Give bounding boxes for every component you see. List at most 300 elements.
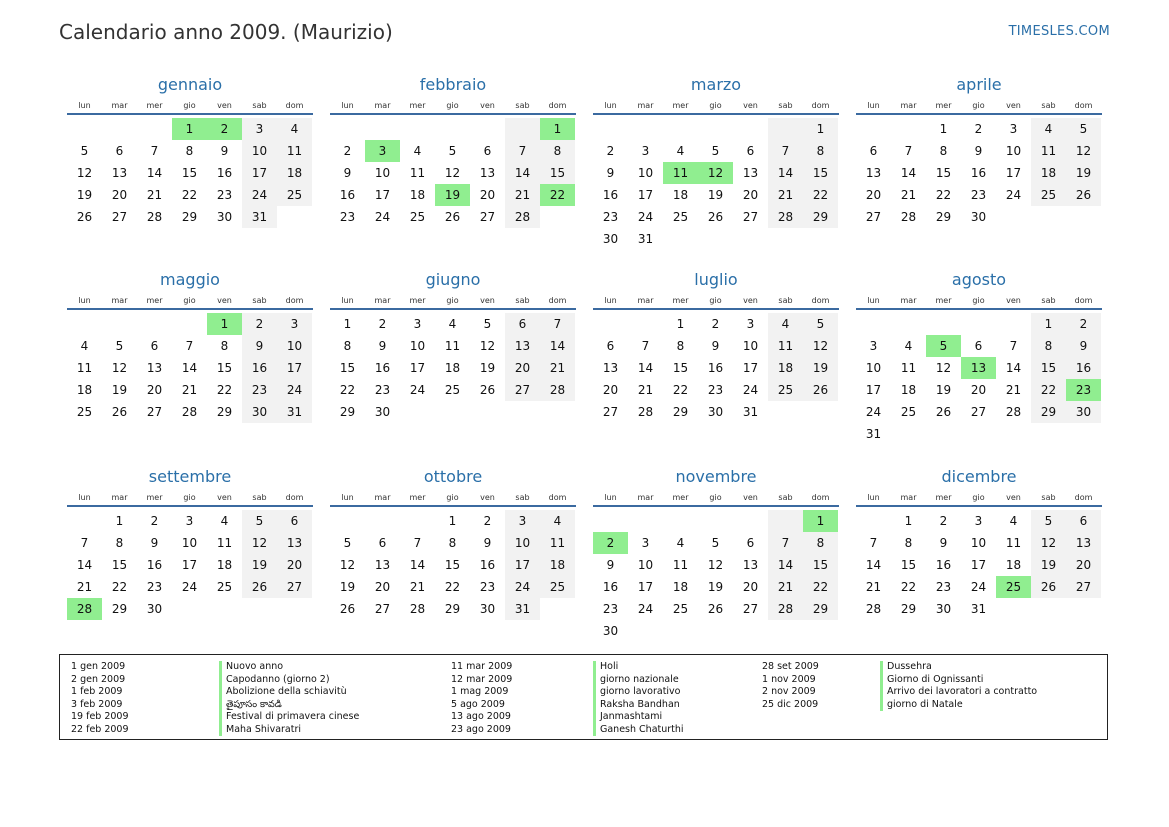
day-cell: 24 <box>181 580 198 594</box>
empty-cell <box>996 598 1031 620</box>
day-cell: 10 <box>409 339 426 353</box>
weekday-label: mer <box>935 101 952 110</box>
day-cell: 21 <box>865 580 882 594</box>
day-cell: 12 <box>1031 532 1066 554</box>
day-cell: 29 <box>216 405 233 419</box>
day-cell: 8 <box>904 536 913 550</box>
day-cell: 26 <box>76 210 93 224</box>
day-cell: 10 <box>242 140 277 162</box>
day-cell: 17 <box>1005 166 1022 180</box>
empty-cell <box>277 598 312 620</box>
empty-cell <box>768 118 803 140</box>
weekday-label: mar <box>111 493 128 502</box>
day-cell: 25 <box>444 383 461 397</box>
day-cell: 28 <box>1005 405 1022 419</box>
day-cell: 23 <box>1066 379 1101 401</box>
holiday-legend <box>59 654 1108 740</box>
weekday-label: gio <box>709 493 722 502</box>
empty-cell <box>593 313 628 335</box>
day-cell: 4 <box>220 514 229 528</box>
day-cell: 18 <box>900 383 917 397</box>
holiday-name: giorno nazionale <box>593 674 679 687</box>
day-cell: 13 <box>505 335 540 357</box>
day-cell: 6 <box>483 144 492 158</box>
weekday-label: mer <box>672 296 689 305</box>
day-cell: 31 <box>242 206 277 228</box>
weekday-header <box>856 294 1102 310</box>
day-cell: 10 <box>970 536 987 550</box>
day-cell: 24 <box>970 580 987 594</box>
holiday-name: Giorno di Ognissanti <box>880 674 983 687</box>
day-cell: 15 <box>216 361 233 375</box>
day-cell: 10 <box>637 166 654 180</box>
day-cell: 23 <box>479 580 496 594</box>
day-cell: 6 <box>115 144 124 158</box>
day-cell: 4 <box>277 118 312 140</box>
weekday-label: sab <box>778 101 793 110</box>
day-cell: 18 <box>672 188 689 202</box>
day-cell: 1 <box>939 122 948 136</box>
weekday-label: lun <box>867 493 880 502</box>
day-cell: 20 <box>1066 554 1101 576</box>
empty-cell <box>698 118 733 140</box>
holiday-date: 2 nov 2009 <box>762 686 816 697</box>
day-cell: 12 <box>935 361 952 375</box>
empty-cell <box>628 510 663 532</box>
day-cell: 15 <box>181 166 198 180</box>
day-cell: 17 <box>505 554 540 576</box>
day-cell: 13 <box>374 558 391 572</box>
day-cell: 3 <box>641 144 650 158</box>
day-cell: 28 <box>768 598 803 620</box>
day-cell: 25 <box>1031 184 1066 206</box>
holiday-name: Abolizione della schiavitù <box>219 686 347 699</box>
weekday-label: ven <box>1006 296 1021 305</box>
day-cell: 24 <box>277 379 312 401</box>
day-cell: 5 <box>343 536 352 550</box>
day-cell: 9 <box>606 558 615 572</box>
day-cell: 16 <box>374 361 391 375</box>
empty-cell <box>1031 423 1066 445</box>
day-cell: 16 <box>707 361 724 375</box>
day-cell: 17 <box>637 580 654 594</box>
day-cell: 5 <box>242 510 277 532</box>
day-cell: 1 <box>115 514 124 528</box>
weekday-label: dom <box>548 493 567 502</box>
month-name: marzo <box>690 75 742 94</box>
day-cell: 22 <box>935 188 952 202</box>
day-cell: 12 <box>803 335 838 357</box>
day-cell: 6 <box>746 144 755 158</box>
day-cell: 15 <box>935 166 952 180</box>
day-cell: 14 <box>637 361 654 375</box>
weekday-label: sab <box>252 493 267 502</box>
day-cell: 30 <box>602 624 619 638</box>
day-cell: 11 <box>216 536 233 550</box>
empty-cell <box>435 118 470 140</box>
day-cell: 10 <box>277 335 312 357</box>
day-cell: 17 <box>409 361 426 375</box>
weekday-label: sab <box>778 296 793 305</box>
day-cell: 3 <box>1009 122 1018 136</box>
day-cell: 21 <box>409 580 426 594</box>
day-cell: 24 <box>409 383 426 397</box>
weekday-label: lun <box>604 493 617 502</box>
weekday-label: lun <box>867 296 880 305</box>
month-name: febbraio <box>419 75 487 94</box>
day-cell: 11 <box>444 339 461 353</box>
day-cell: 11 <box>1031 140 1066 162</box>
day-cell: 10 <box>374 166 391 180</box>
empty-cell <box>768 620 803 642</box>
weekday-label: ven <box>217 101 232 110</box>
day-cell: 18 <box>444 361 461 375</box>
day-cell: 7 <box>150 144 159 158</box>
day-cell: 26 <box>111 405 128 419</box>
day-cell: 10 <box>742 339 759 353</box>
weekday-header <box>330 294 576 310</box>
day-cell: 26 <box>707 602 724 616</box>
day-cell: 26 <box>707 210 724 224</box>
day-cell: 16 <box>242 357 277 379</box>
empty-cell <box>67 313 102 335</box>
day-cell: 8 <box>343 339 352 353</box>
day-cell: 22 <box>181 188 198 202</box>
day-cell: 5 <box>803 313 838 335</box>
day-cell: 19 <box>435 184 470 206</box>
day-cell: 3 <box>641 536 650 550</box>
month-febbraio <box>330 74 576 228</box>
day-cell: 13 <box>865 166 882 180</box>
day-cell: 18 <box>1031 162 1066 184</box>
day-cell: 25 <box>409 210 426 224</box>
weekday-label: gio <box>972 296 985 305</box>
weekday-label: mar <box>374 101 391 110</box>
day-cell: 14 <box>865 558 882 572</box>
empty-cell <box>698 228 733 250</box>
day-cell: 14 <box>146 166 163 180</box>
weekday-label: sab <box>515 493 530 502</box>
day-cell: 29 <box>111 602 128 616</box>
day-cell: 27 <box>865 210 882 224</box>
day-cell: 2 <box>711 317 720 331</box>
site-link[interactable]: TIMESLES.COM <box>1008 24 1110 39</box>
holiday-date: 1 nov 2009 <box>762 673 816 685</box>
day-cell: 9 <box>150 536 159 550</box>
day-cell: 11 <box>277 140 312 162</box>
day-grid <box>67 118 313 228</box>
day-cell: 9 <box>939 536 948 550</box>
day-cell: 11 <box>672 558 689 572</box>
day-cell: 12 <box>1066 140 1101 162</box>
weekday-label: sab <box>515 101 530 110</box>
empty-cell <box>996 313 1031 335</box>
empty-cell <box>540 598 575 620</box>
day-cell: 2 <box>242 313 277 335</box>
day-cell: 23 <box>339 210 356 224</box>
month-name: novembre <box>675 467 757 486</box>
empty-cell <box>698 620 733 642</box>
day-cell: 11 <box>663 162 698 184</box>
weekday-label: mer <box>935 493 952 502</box>
day-cell: 7 <box>869 536 878 550</box>
page-title: Calendario anno 2009. (Maurizio) <box>59 20 393 44</box>
day-cell: 21 <box>1005 383 1022 397</box>
day-cell: 30 <box>970 210 987 224</box>
day-cell: 17 <box>637 188 654 202</box>
day-cell: 20 <box>505 357 540 379</box>
day-cell: 13 <box>1066 532 1101 554</box>
day-cell: 28 <box>409 602 426 616</box>
day-cell: 4 <box>80 339 89 353</box>
day-cell: 26 <box>1066 184 1101 206</box>
weekday-header <box>856 99 1102 115</box>
day-cell: 3 <box>869 339 878 353</box>
day-cell: 18 <box>768 357 803 379</box>
empty-cell <box>768 228 803 250</box>
holiday-name: Janmashtami <box>593 711 662 724</box>
empty-cell <box>856 118 891 140</box>
empty-cell <box>330 118 365 140</box>
weekday-label: sab <box>1041 296 1056 305</box>
day-cell: 18 <box>216 558 233 572</box>
day-cell: 28 <box>146 210 163 224</box>
month-agosto <box>856 269 1102 445</box>
empty-cell <box>470 118 505 140</box>
day-cell: 25 <box>672 602 689 616</box>
day-cell: 1 <box>540 118 575 140</box>
day-cell: 12 <box>111 361 128 375</box>
day-cell: 6 <box>606 339 615 353</box>
day-cell: 14 <box>409 558 426 572</box>
day-cell: 12 <box>707 558 724 572</box>
weekday-label: gio <box>972 101 985 110</box>
day-cell: 17 <box>970 558 987 572</box>
day-cell: 23 <box>216 188 233 202</box>
empty-cell <box>628 620 663 642</box>
day-cell: 24 <box>374 210 391 224</box>
day-cell: 27 <box>602 405 619 419</box>
day-cell: 17 <box>277 357 312 379</box>
weekday-label: dom <box>811 493 830 502</box>
day-cell: 6 <box>746 536 755 550</box>
holiday-date: 11 mar 2009 <box>451 661 513 672</box>
day-cell: 22 <box>672 383 689 397</box>
day-cell: 29 <box>339 405 356 419</box>
day-cell: 23 <box>602 602 619 616</box>
day-cell: 9 <box>220 144 229 158</box>
day-cell: 24 <box>505 576 540 598</box>
day-cell: 28 <box>181 405 198 419</box>
day-cell: 24 <box>1005 188 1022 202</box>
holiday-name: Raksha Bandhan <box>593 699 680 712</box>
day-cell: 29 <box>1031 401 1066 423</box>
day-cell: 30 <box>216 210 233 224</box>
day-grid <box>593 313 839 423</box>
weekday-label: lun <box>341 101 354 110</box>
weekday-label: sab <box>1041 101 1056 110</box>
month-ottobre <box>330 466 576 620</box>
day-cell: 15 <box>540 162 575 184</box>
weekday-label: dom <box>285 493 304 502</box>
day-cell: 19 <box>339 580 356 594</box>
day-cell: 7 <box>80 536 89 550</box>
day-cell: 21 <box>637 383 654 397</box>
day-cell: 28 <box>67 598 102 620</box>
weekday-label: gio <box>446 101 459 110</box>
day-cell: 22 <box>803 184 838 206</box>
day-cell: 13 <box>479 166 496 180</box>
day-cell: 27 <box>277 576 312 598</box>
day-cell: 2 <box>974 122 983 136</box>
day-cell: 7 <box>768 140 803 162</box>
day-cell: 25 <box>76 405 93 419</box>
day-cell: 28 <box>505 206 540 228</box>
month-name: gennaio <box>157 75 223 94</box>
day-cell: 4 <box>448 317 457 331</box>
day-cell: 6 <box>505 313 540 335</box>
empty-cell <box>67 118 102 140</box>
day-cell: 20 <box>146 383 163 397</box>
day-cell: 7 <box>904 144 913 158</box>
day-cell: 8 <box>803 532 838 554</box>
day-cell: 22 <box>803 576 838 598</box>
weekday-label: lun <box>341 296 354 305</box>
weekday-label: mer <box>409 493 426 502</box>
weekday-label: ven <box>217 296 232 305</box>
day-cell: 30 <box>602 232 619 246</box>
weekday-label: ven <box>480 296 495 305</box>
day-cell: 24 <box>742 383 759 397</box>
day-cell: 13 <box>742 558 759 572</box>
day-cell: 1 <box>172 118 207 140</box>
day-cell: 19 <box>935 383 952 397</box>
weekday-label: dom <box>1074 493 1093 502</box>
day-cell: 30 <box>707 405 724 419</box>
day-cell: 20 <box>970 383 987 397</box>
weekday-label: ven <box>743 101 758 110</box>
holiday-name: giorno di Natale <box>880 699 963 712</box>
day-cell: 1 <box>904 514 913 528</box>
day-cell: 10 <box>637 558 654 572</box>
day-cell: 11 <box>768 335 803 357</box>
day-cell: 26 <box>444 210 461 224</box>
holiday-name: Arrivo dei lavoratori a contratto <box>880 686 1037 699</box>
day-cell: 22 <box>1031 379 1066 401</box>
day-cell: 12 <box>444 166 461 180</box>
day-cell: 29 <box>935 210 952 224</box>
weekday-label: ven <box>743 296 758 305</box>
day-cell: 26 <box>1031 576 1066 598</box>
day-cell: 1 <box>676 317 685 331</box>
day-cell: 21 <box>540 357 575 379</box>
weekday-header <box>67 294 313 310</box>
empty-cell <box>505 118 540 140</box>
day-cell: 8 <box>676 339 685 353</box>
day-cell: 5 <box>80 144 89 158</box>
day-cell: 28 <box>900 210 917 224</box>
day-cell: 24 <box>242 184 277 206</box>
empty-cell <box>207 598 242 620</box>
empty-cell <box>1066 423 1101 445</box>
holiday-date: 12 mar 2009 <box>451 673 513 685</box>
weekday-label: sab <box>252 296 267 305</box>
day-cell: 3 <box>974 514 983 528</box>
day-cell: 1 <box>207 313 242 335</box>
day-cell: 3 <box>413 317 422 331</box>
day-cell: 1 <box>803 510 838 532</box>
day-cell: 19 <box>707 580 724 594</box>
empty-cell <box>277 206 312 228</box>
day-cell: 8 <box>540 140 575 162</box>
empty-cell <box>663 228 698 250</box>
day-cell: 13 <box>146 361 163 375</box>
empty-cell <box>400 401 435 423</box>
day-cell: 26 <box>339 602 356 616</box>
holiday-date: 3 feb 2009 <box>71 698 123 710</box>
empty-cell <box>1031 206 1066 228</box>
day-cell: 8 <box>115 536 124 550</box>
day-cell: 11 <box>409 166 426 180</box>
day-cell: 3 <box>746 317 755 331</box>
day-cell: 29 <box>900 602 917 616</box>
empty-cell <box>698 510 733 532</box>
day-cell: 19 <box>242 554 277 576</box>
day-cell: 30 <box>146 602 163 616</box>
empty-cell <box>663 620 698 642</box>
day-cell: 19 <box>1066 162 1101 184</box>
holiday-name: giorno lavorativo <box>593 686 681 699</box>
day-cell: 6 <box>150 339 159 353</box>
day-cell: 14 <box>76 558 93 572</box>
weekday-label: gio <box>183 101 196 110</box>
day-cell: 4 <box>676 536 685 550</box>
day-cell: 6 <box>974 339 983 353</box>
day-grid <box>593 510 839 642</box>
day-cell: 19 <box>111 383 128 397</box>
day-cell: 17 <box>865 383 882 397</box>
holiday-date: 1 gen 2009 <box>71 661 126 672</box>
month-name: dicembre <box>941 467 1017 486</box>
day-cell: 14 <box>768 554 803 576</box>
day-cell: 22 <box>339 383 356 397</box>
empty-cell <box>856 313 891 335</box>
day-cell: 17 <box>181 558 198 572</box>
empty-cell <box>540 401 575 423</box>
day-grid <box>330 313 576 423</box>
day-cell: 7 <box>1009 339 1018 353</box>
day-cell: 16 <box>146 558 163 572</box>
weekday-label: mar <box>900 101 917 110</box>
day-cell: 30 <box>242 401 277 423</box>
empty-cell <box>102 118 137 140</box>
empty-cell <box>1066 598 1101 620</box>
day-cell: 10 <box>181 536 198 550</box>
day-grid <box>593 118 839 250</box>
empty-cell <box>996 423 1031 445</box>
weekday-label: gio <box>183 296 196 305</box>
weekday-label: mer <box>672 493 689 502</box>
month-novembre <box>593 466 839 642</box>
weekday-label: lun <box>78 493 91 502</box>
day-cell: 30 <box>935 602 952 616</box>
day-cell: 22 <box>540 184 575 206</box>
day-cell: 25 <box>672 210 689 224</box>
day-cell: 16 <box>602 188 619 202</box>
day-cell: 25 <box>277 184 312 206</box>
weekday-label: mar <box>374 296 391 305</box>
day-cell: 30 <box>374 405 391 419</box>
